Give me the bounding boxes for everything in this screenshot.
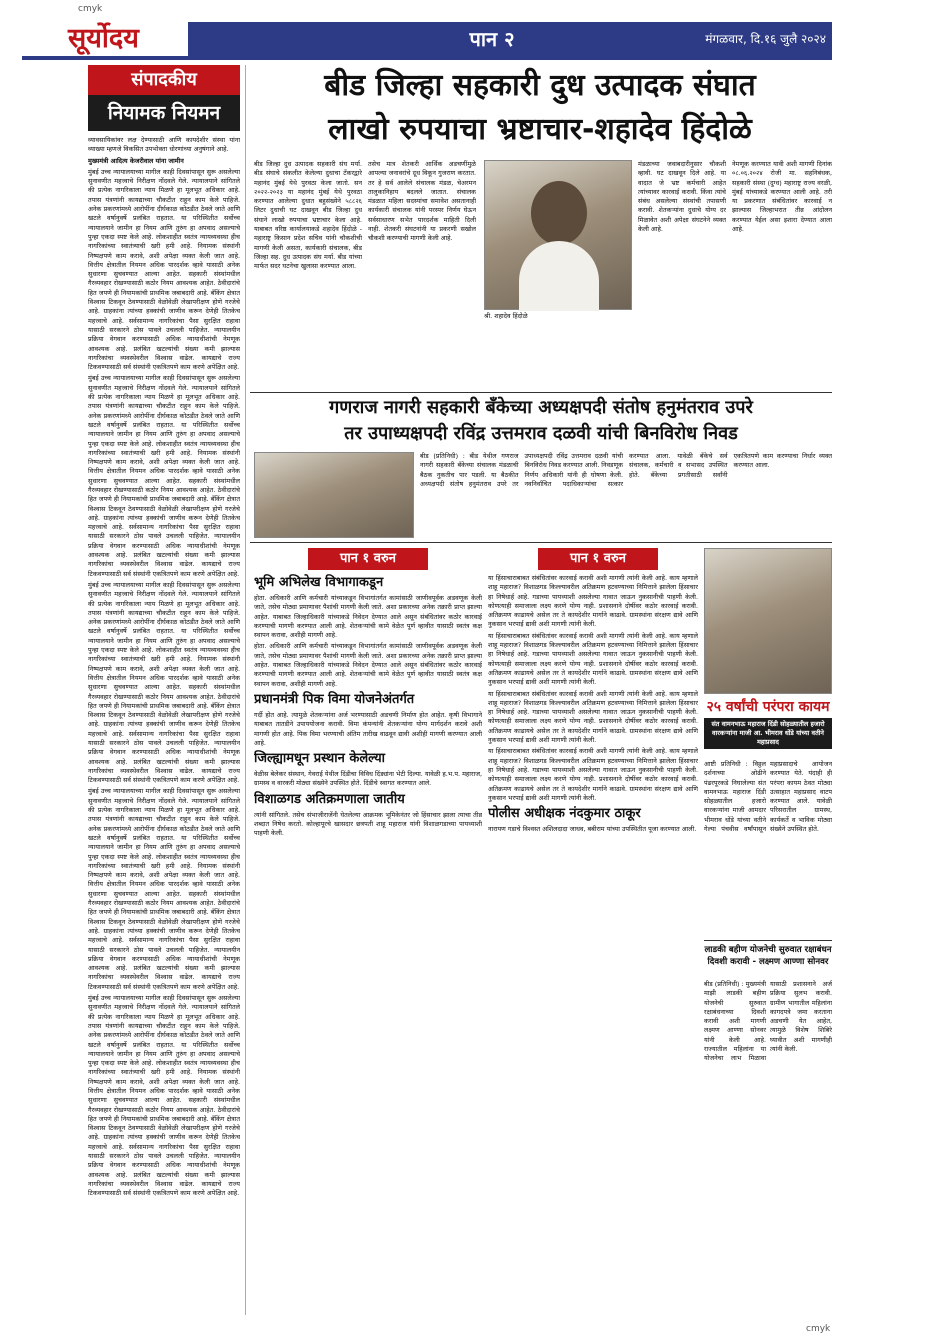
main-headline-line2: लाखो रुपयाचा भ्रष्टाचार-शहादेव हिंदोळे <box>328 112 752 147</box>
shahu-text-3: या हिंसाचाराबाबत संबंधितांवर कारवाई करावी अशी मागणी त्यांनी केली आहे. काय म्हणाले शाहू महाराज? विशाळगड किल्ल्यावरील अतिक्रमण हटवण्याच्या निमित्ताने झालेला हिंसाचार हा निषेधार्ह आहे. गडाच्या पायथ्याशी असलेल्या गावात जाऊन नुकसानीची पाहणी केली. कोणत्याही समाजाला लक्ष्य करणे योग्य नाही. प्रशासनाने दोषींवर कठोर कारवाई करावी. अतिक्रमण काढायचे असेल तर ते कायदेशीर मार्गाने काढावे. ग्रामस्थांना संरक्षण द्यावे आणि नुकसान भरपाई द्यावी अशी मागणी त्यांनी केली. <box>488 689 698 745</box>
vishalgad-text: त्यांनी सांगितले. तसेच संभाजीराजेंनी घेतलेल्या आक्रमक भूमिकेनंतर जो हिंसाचार झाला त्याचा तीव्र शब्दात निषेध करतो. कोल्हापूरचे खासदार छत्रपती शाहू महाराज यांनी विशाळगडाच्या पायथ्याशी पाहणी केली. <box>254 810 482 838</box>
shahu-text-4: या हिंसाचाराबाबत संबंधितांवर कारवाई करावी अशी मागणी त्यांनी केली आहे. काय म्हणाले शाहू महाराज? विशाळगड किल्ल्यावरील अतिक्रमण हटवण्याच्या निमित्ताने झालेला हिंसाचार हा निषेधार्ह आहे. गडाच्या पायथ्याशी असलेल्या गावात जाऊन नुकसानीची पाहणी केली. कोणत्याही समाजाला लक्ष्य करणे योग्य नाही. प्रशासनाने दोषींवर कठोर कारवाई करावी. अतिक्रमण काढायचे असेल तर ते कायदेशीर मार्गाने काढावे. ग्रामस्थांना संरक्षण द्यावे आणि नुकसान भरपाई द्यावी अशी मागणी त्यांनी केली. <box>488 747 698 802</box>
issue-date: मंगळवार, दि.१६ जुलै २०२४ <box>592 22 832 56</box>
ladki-text: बीड (प्रतिनिधी) : मुख्यमंत्री माझी लाडकी बहीण योजनेची सुरुवात रक्षाबंधनाच्या दिवशी करावी अशी मागणी लक्ष्मण आण्णा सोनवर यांनी केली आहे. राज्यातील महिलांना या योजनेचा लाभ मिळावा यासाठी प्रशासनाने अर्ज प्रक्रिया सुलभ करावी. ग्रामीण भागातील महिलांना कागदपत्रे जमा करताना अडचणी येत आहेत, त्यामुळे विशेष शिबिरे घ्यावीत अशी मागणीही त्यांनी केली. <box>704 980 832 1063</box>
bank-story-body: बीड (प्रतिनिधी) : बीड येथील गणराज नागरी सहकारी बँकेच्या संचालक मंडळाची बैठक नुकतीच पार पडली. या बैठकीत अध्यक्षपदी संतोष हनुमंतराव उपरे तर उपाध्यक्षपदी रविंद्र उत्तमराव दळवी यांची बिनविरोध निवड करण्यात आली. निवडणूक निर्णय अधिकारी यांनी ही घोषणा केली. नवनिर्वाचित पदाधिकाऱ्यांचा सत्कार करण्यात आला. यावेळी बँकेचे सर्व संचालक, कर्मचारी व सभासद उपस्थित होते. बँकेच्या प्रगतीसाठी सर्वांनी एकत्रितपणे काम करण्याचा निर्धार व्यक्त करण्यात आला. <box>420 452 832 488</box>
continued-col-1 <box>254 574 482 1314</box>
editorial-intro: व्यावसायिकांवर लक्ष देण्यासाठी आणि कायदेशीर संस्था यांना व्याख्या म्हणजे विकसित उपभोक्ता धोरणांच्या अनुषंगाने आहे. <box>88 136 240 154</box>
dindi-photo <box>704 548 832 694</box>
hindole-photo <box>484 160 632 310</box>
continued-tag-1: पान १ वरुन <box>308 548 428 570</box>
land-records-text: होता. अधिकारी आणि कर्मचारी यांच्याकडून विभागांतर्गत कामांसाठी जाणीवपूर्वक अडवणूक केली जाते, तसेच मोठ्या प्रमाणावर पैशांची मागणी केली जाते. अशा प्रकारच्या अनेक तक्रारी प्राप्त झाल्या आहेत. याबाबत जिल्हाधिकारी यांच्याकडे निवेदन देण्यात आले असून संबंधितांवर कठोर कारवाई करण्याची मागणी करण्यात आली आहे. शेतकऱ्यांची कामे वेळेत पूर्ण व्हावीत यासाठी स्वतंत्र कक्ष स्थापन करावा, अशीही मागणी आहे. <box>254 594 482 640</box>
vishalgad-head: विशाळगड अतिक्रमणाला जातीय <box>254 791 405 807</box>
newspaper-brand: सूर्योदय <box>68 22 188 56</box>
masthead-rule <box>22 56 832 60</box>
editorial-text-5: मुंबई उच्च न्यायालयाच्या मागील काही दिवसांपासून सुरू असलेल्या सुनावणीत महत्त्वाचे निरीक्षण नोंदवले गेले. न्यायालयाने सांगितले की प्रत्येक नागरिकाला न्याय मिळणे हा मूलभूत अधिकार आहे. तपास यंत्रणांनी कायद्याच्या चौकटीत राहून काम केले पाहिजे. अनेक प्रकरणांमध्ये आरोपींना दीर्घकाळ कोठडीत ठेवले जाते आणि खटले वर्षानुवर्षे प्रलंबित राहतात. या परिस्थितीत सर्वोच्च न्यायालयाने जामीन हा नियम आणि तुरुंग हा अपवाद असल्याचे पुन्हा एकदा स्पष्ट केले आहे. लोकशाहीत स्वतंत्र न्यायव्यवस्था हीच नागरिकांच्या स्वातंत्र्याची खरी हमी आहे. नियामक संस्थांनी निष्पक्षपणे काम करावे, अशी अपेक्षा व्यक्त केली जात आहे. वित्तीय क्षेत्रातील नियमन अधिक पारदर्शक व्हावे यासाठी अनेक सुधारणा सुचवण्यात आल्या आहेत. सहकारी संस्थांमधील गैरव्यवहार रोखण्यासाठी कठोर नियम आवश्यक आहेत. ठेवीदारांचे हित जपणे ही नियामकांची प्राथमिक जबाबदारी आहे. बँकिंग क्षेत्रात विश्वास टिकवून ठेवण्यासाठी वेळोवेळी लेखापरीक्षण होणे गरजेचे आहे. ग्राहकांना त्यांच्या हक्कांची जाणीव करून देणेही तितकेच महत्त्वाचे आहे. सर्वसामान्य नागरिकांचा पैसा सुरक्षित राहावा यासाठी सरकारने ठोस पावले उचलली पाहिजेत. न्यायालयीन प्रक्रिया वेगवान करण्यासाठी अधिक न्यायाधीशांची नेमणूक आवश्यक आहे. प्रलंबित खटल्यांची संख्या कमी झाल्यास नागरिकांचा व्यवस्थेवरील विश्वास वाढेल. कायद्याचे राज्य टिकवण्यासाठी सर्व संस्थांनी एकत्रितपणे काम करणे अपेक्षित आहे. <box>88 994 240 1198</box>
ladki-headline: लाडकी बहीण योजनेची सुरुवात रक्षाबंधन दिवशी करावी - लक्ष्मण आण्णा सोनवर <box>704 945 832 967</box>
tradition-text: आष्टी प्रतिनिधी : विठ्ठल दर्शनाच्या ओढीने पंढरपूरकडे निघालेल्या संत वामनभाऊ महाराज दिंडी सोहळ्यातील हजारो वारकऱ्यांना माजी आमदार भीमराव धोंडे यांच्या वतीने गेल्या पंचवीस वर्षांपासून महाप्रसादाचे आयोजन करण्यात येते. यंदाही ही परंपरा कायम ठेवत मोठ्या उत्साहात महाप्रसाद वाटप करण्यात आले. यावेळी परिसरातील ग्रामस्थ, कार्यकर्ते व भाविक मोठ्या संख्येने उपस्थित होते. <box>704 760 832 834</box>
main-story-col1: बीड जिल्हा दुध उत्पादक सहकारी संघ मर्या. बीड संघाचे संकलीत केलेल्या दुधाचा टँकरद्वारे महानंद मुंबई येथे पुरवठा केला जातो. सन २०२२-२०२३ या महानंद मुंबई येथे पुरवठा करण्यात आलेल्या दुधात बहुसंख्येने ५८८२६ लिटर दुधाची घट दाखवून बीड जिल्हा दुध संघाने लाखो रुपयाचा भ्रष्टाचार केला आहे. याबाबत वरिष्ठ कार्यालयाकडे शहादेव हिंदोळे - महाराष्ट्र किसान प्रदेश सचिव यांनी चौकशीची मागणी केली असता, कार्यकारी संचालक, बीड जिल्हा सह. दुध उत्पादक संघ मर्या. बीड यांच्या मार्फत सदर घटनेचा खुलासा करण्यात आला. <box>254 160 362 271</box>
page-number: पान २ <box>392 22 592 56</box>
continued-col-2 <box>488 574 698 1314</box>
cmyk-mark-top: cmyk <box>78 4 103 14</box>
section-rule-2 <box>250 542 832 543</box>
bank-headline-line1: गणराज नागरी सहकारी बँकेच्या अध्यक्षपदी संतोष हनुमंतराव उपरे <box>329 397 753 418</box>
sp-thakur-text: नारायण गडाचे विश्वस्त अशिलदादा जाधव, बबीराम यांच्या उपस्थितीत पूजा करण्यात आली. <box>488 825 697 834</box>
section-rule <box>250 392 832 393</box>
main-story-col2: तसेच मात्र शेतकरी आर्थिक अडचणींमुळे आपल्या जनावरांचे दूध विकून गुजराण करतात. तर हे सर्व आलेले संचालक मंडळ, चेअरमन तालुकानिहाय बदलले जातात. संचालक मंडळात महिला सदस्यांचा समावेश असतानाही कार्यकारी संचालक यांनी परस्पर निर्णय घेऊन सर्वसाधारण सभेत पारदर्शक माहिती दिली नाही. शेतकरी संघटनांनी या प्रकरणी सखोल चौकशी करण्याची मागणी केली आहे. <box>368 160 476 243</box>
editorial-title: नियामक नियमन <box>88 95 240 131</box>
crop-insurance-text: गर्दी होत आहे. त्यामुळे शेतकऱ्यांना अर्ज भरण्यासाठी अडचणी निर्माण होत आहेत. कृषी विभागाने याबाबत तातडीने उपाययोजना करावी. विमा कंपन्यांनी शेतकऱ्यांना योग्य मार्गदर्शन करावे अशी मागणी होत आहे. पिक विमा भरण्याची अंतिम तारीख वाढवून द्यावी अशीही मागणी करण्यात आली आहे. <box>254 710 482 747</box>
section-rule-3 <box>704 940 832 941</box>
tradition-subhead: संत वामनभाऊ महाराज दिंडी सोहळ्यातील हजारो वारकऱ्यांना माजी आ. भीमराव धोंडे यांच्या वतीने महाप्रसाद <box>704 718 832 749</box>
main-story-col3: मंडळाच्या जवाबदारीनुसार चौकशी व्हावी. घट दाखवून दिले आहे. या वादात जे भ्रष्ट कर्मचारी आहेत त्यांच्यावर कारवाई करावी. किंवा त्यांचे संबंध असलेल्या संस्थांची तपासणी करावी. शेतकऱ्यांना दुधाचे योग्य दर मिळावेत अशी अपेक्षा संघटनेने व्यक्त केली आहे. <box>638 160 726 234</box>
bank-headline-line2: तर उपाध्यक्षपदी रविंद्र उत्तमराव दळवी यांची बिनविरोध निवड <box>344 423 738 444</box>
editorial-body <box>88 136 240 1306</box>
dindi-head: जिल्ह्यामधून प्रस्थान केलेल्या <box>254 751 385 767</box>
bank-photo <box>254 452 414 538</box>
shahu-text: या हिंसाचाराबाबत संबंधितांवर कारवाई करावी अशी मागणी त्यांनी केली आहे. काय म्हणाले शाहू महाराज? विशाळगड किल्ल्यावरील अतिक्रमण हटवण्याच्या निमित्ताने झालेला हिंसाचार हा निषेधार्ह आहे. गडाच्या पायथ्याशी असलेल्या गावात जाऊन नुकसानीची पाहणी केली. कोणत्याही समाजाला लक्ष्य करणे योग्य नाही. प्रशासनाने दोषींवर कठोर कारवाई करावी. अतिक्रमण काढायचे असेल तर ते कायदेशीर मार्गाने काढावे. ग्रामस्थांना संरक्षण द्यावे आणि नुकसान भरपाई द्यावी अशी मागणी त्यांनी केली. <box>488 574 698 629</box>
main-headline-line1: बीड जिल्हा सहकारी दुध उत्पादक संघात <box>324 68 756 103</box>
editorial-text-2: मुंबई उच्च न्यायालयाच्या मागील काही दिवसांपासून सुरू असलेल्या सुनावणीत महत्त्वाचे निरीक्षण नोंदवले गेले. न्यायालयाने सांगितले की प्रत्येक नागरिकाला न्याय मिळणे हा मूलभूत अधिकार आहे. तपास यंत्रणांनी कायद्याच्या चौकटीत राहून काम केले पाहिजे. अनेक प्रकरणांमध्ये आरोपींना दीर्घकाळ कोठडीत ठेवले जाते आणि खटले वर्षानुवर्षे प्रलंबित राहतात. या परिस्थितीत सर्वोच्च न्यायालयाने जामीन हा नियम आणि तुरुंग हा अपवाद असल्याचे पुन्हा एकदा स्पष्ट केले आहे. लोकशाहीत स्वतंत्र न्यायव्यवस्था हीच नागरिकांच्या स्वातंत्र्याची खरी हमी आहे. नियामक संस्थांनी निष्पक्षपणे काम करावे, अशी अपेक्षा व्यक्त केली जात आहे. वित्तीय क्षेत्रातील नियमन अधिक पारदर्शक व्हावे यासाठी अनेक सुधारणा सुचवण्यात आल्या आहेत. सहकारी संस्थांमधील गैरव्यवहार रोखण्यासाठी कठोर नियम आवश्यक आहेत. ठेवीदारांचे हित जपणे ही नियामकांची प्राथमिक जबाबदारी आहे. बँकिंग क्षेत्रात विश्वास टिकवून ठेवण्यासाठी वेळोवेळी लेखापरीक्षण होणे गरजेचे आहे. ग्राहकांना त्यांच्या हक्कांची जाणीव करून देणेही तितकेच महत्त्वाचे आहे. सर्वसामान्य नागरिकांचा पैसा सुरक्षित राहावा यासाठी सरकारने ठोस पावले उचलली पाहिजेत. न्यायालयीन प्रक्रिया वेगवान करण्यासाठी अधिक न्यायाधीशांची नेमणूक आवश्यक आहे. प्रलंबित खटल्यांची संख्या कमी झाल्यास नागरिकांचा व्यवस्थेवरील विश्वास वाढेल. कायद्याचे राज्य टिकवण्यासाठी सर्व संस्थांनी एकत्रितपणे काम करणे अपेक्षित आहे. <box>88 374 240 578</box>
editorial-text-3: मुंबई उच्च न्यायालयाच्या मागील काही दिवसांपासून सुरू असलेल्या सुनावणीत महत्त्वाचे निरीक्षण नोंदवले गेले. न्यायालयाने सांगितले की प्रत्येक नागरिकाला न्याय मिळणे हा मूलभूत अधिकार आहे. तपास यंत्रणांनी कायद्याच्या चौकटीत राहून काम केले पाहिजे. अनेक प्रकरणांमध्ये आरोपींना दीर्घकाळ कोठडीत ठेवले जाते आणि खटले वर्षानुवर्षे प्रलंबित राहतात. या परिस्थितीत सर्वोच्च न्यायालयाने जामीन हा नियम आणि तुरुंग हा अपवाद असल्याचे पुन्हा एकदा स्पष्ट केले आहे. लोकशाहीत स्वतंत्र न्यायव्यवस्था हीच नागरिकांच्या स्वातंत्र्याची खरी हमी आहे. नियामक संस्थांनी निष्पक्षपणे काम करावे, अशी अपेक्षा व्यक्त केली जात आहे. वित्तीय क्षेत्रातील नियमन अधिक पारदर्शक व्हावे यासाठी अनेक सुधारणा सुचवण्यात आल्या आहेत. सहकारी संस्थांमधील गैरव्यवहार रोखण्यासाठी कठोर नियम आवश्यक आहेत. ठेवीदारांचे हित जपणे ही नियामकांची प्राथमिक जबाबदारी आहे. बँकिंग क्षेत्रात विश्वास टिकवून ठेवण्यासाठी वेळोवेळी लेखापरीक्षण होणे गरजेचे आहे. ग्राहकांना त्यांच्या हक्कांची जाणीव करून देणेही तितकेच महत्त्वाचे आहे. सर्वसामान्य नागरिकांचा पैसा सुरक्षित राहावा यासाठी सरकारने ठोस पावले उचलली पाहिजेत. न्यायालयीन प्रक्रिया वेगवान करण्यासाठी अधिक न्यायाधीशांची नेमणूक आवश्यक आहे. प्रलंबित खटल्यांची संख्या कमी झाल्यास नागरिकांचा व्यवस्थेवरील विश्वास वाढेल. कायद्याचे राज्य टिकवण्यासाठी सर्व संस्थांनी एकत्रितपणे काम करणे अपेक्षित आहे. <box>88 580 240 785</box>
masthead-band <box>188 22 392 56</box>
photo-caption: श्री. शहादेव हिंदोळे <box>484 312 528 320</box>
main-story-col4: नेमणूक करण्यात यावी अशी मागणी दिनांक ०८.०६.२०२४ रोजी मा. सहनिबंधक, सहकारी संस्था (दुग्ध) महाराष्ट्र राज्य वरळी, मुंबई यांच्याकडे करण्यात आली आहे. तरी या प्रकरणात संबंधितांवर कारवाई न झाल्यास जिल्हाभरात तीव्र आंदोलन करण्यात येईल असा इशारा देण्यात आला आहे. <box>732 160 832 234</box>
land-records-text-2: होता. अधिकारी आणि कर्मचारी यांच्याकडून विभागांतर्गत कामांसाठी जाणीवपूर्वक अडवणूक केली जाते, तसेच मोठ्या प्रमाणावर पैशांची मागणी केली जाते. अशा प्रकारच्या अनेक तक्रारी प्राप्त झाल्या आहेत. याबाबत जिल्हाधिकारी यांच्याकडे निवेदन देण्यात आले असून संबंधितांवर कठोर कारवाई करण्याची मागणी करण्यात आली आहे. शेतकऱ्यांची कामे वेळेत पूर्ण व्हावीत यासाठी स्वतंत्र कक्ष स्थापन करावा, अशीही मागणी आहे. <box>254 642 482 688</box>
editorial-text-4: मुंबई उच्च न्यायालयाच्या मागील काही दिवसांपासून सुरू असलेल्या सुनावणीत महत्त्वाचे निरीक्षण नोंदवले गेले. न्यायालयाने सांगितले की प्रत्येक नागरिकाला न्याय मिळणे हा मूलभूत अधिकार आहे. तपास यंत्रणांनी कायद्याच्या चौकटीत राहून काम केले पाहिजे. अनेक प्रकरणांमध्ये आरोपींना दीर्घकाळ कोठडीत ठेवले जाते आणि खटले वर्षानुवर्षे प्रलंबित राहतात. या परिस्थितीत सर्वोच्च न्यायालयाने जामीन हा नियम आणि तुरुंग हा अपवाद असल्याचे पुन्हा एकदा स्पष्ट केले आहे. लोकशाहीत स्वतंत्र न्यायव्यवस्था हीच नागरिकांच्या स्वातंत्र्याची खरी हमी आहे. नियामक संस्थांनी निष्पक्षपणे काम करावे, अशी अपेक्षा व्यक्त केली जात आहे. वित्तीय क्षेत्रातील नियमन अधिक पारदर्शक व्हावे यासाठी अनेक सुधारणा सुचवण्यात आल्या आहेत. सहकारी संस्थांमधील गैरव्यवहार रोखण्यासाठी कठोर नियम आवश्यक आहेत. ठेवीदारांचे हित जपणे ही नियामकांची प्राथमिक जबाबदारी आहे. बँकिंग क्षेत्रात विश्वास टिकवून ठेवण्यासाठी वेळोवेळी लेखापरीक्षण होणे गरजेचे आहे. ग्राहकांना त्यांच्या हक्कांची जाणीव करून देणेही तितकेच महत्त्वाचे आहे. सर्वसामान्य नागरिकांचा पैसा सुरक्षित राहावा यासाठी सरकारने ठोस पावले उचलली पाहिजेत. न्यायालयीन प्रक्रिया वेगवान करण्यासाठी अधिक न्यायाधीशांची नेमणूक आवश्यक आहे. प्रलंबित खटल्यांची संख्या कमी झाल्यास नागरिकांचा व्यवस्थेवरील विश्वास वाढेल. कायद्याचे राज्य टिकवण्यासाठी सर्व संस्थांनी एकत्रितपणे काम करणे अपेक्षित आहे. <box>88 787 240 991</box>
shahu-text-2: या हिंसाचाराबाबत संबंधितांवर कारवाई करावी अशी मागणी त्यांनी केली आहे. काय म्हणाले शाहू महाराज? विशाळगड किल्ल्यावरील अतिक्रमण हटवण्याच्या निमित्ताने झालेला हिंसाचार हा निषेधार्ह आहे. गडाच्या पायथ्याशी असलेल्या गावात जाऊन नुकसानीची पाहणी केली. कोणत्याही समाजाला लक्ष्य करणे योग्य नाही. प्रशासनाने दोषींवर कठोर कारवाई करावी. अतिक्रमण काढायचे असेल तर ते कायदेशीर मार्गाने काढावे. ग्रामस्थांना संरक्षण द्यावे आणि नुकसान भरपाई द्यावी अशी मागणी त्यांनी केली. <box>488 631 698 687</box>
column-divider <box>245 65 246 1315</box>
dindi-text: वेळीस बेलेकर संस्थान, गेवराई येथील दिंडीचा विविध दिंड्यांना भेटी दिल्या. यावेळी ह.भ.प. महाराज, ग्रामस्थ व वारकरी मोठ्या संख्येने उपस्थित होते. दिंडीचे स्वागत करण्यात आले. <box>254 770 482 788</box>
editorial-text: मुंबई उच्च न्यायालयाच्या मागील काही दिवसांपासून सुरू असलेल्या सुनावणीत महत्त्वाचे निरीक्षण नोंदवले गेले. न्यायालयाने सांगितले की प्रत्येक नागरिकाला न्याय मिळणे हा मूलभूत अधिकार आहे. तपास यंत्रणांनी कायद्याच्या चौकटीत राहून काम केले पाहिजे. अनेक प्रकरणांमध्ये आरोपींना दीर्घकाळ कोठडीत ठेवले जाते आणि खटले वर्षानुवर्षे प्रलंबित राहतात. या परिस्थितीत सर्वोच्च न्यायालयाने जामीन हा नियम आणि तुरुंग हा अपवाद असल्याचे पुन्हा एकदा स्पष्ट केले आहे. लोकशाहीत स्वतंत्र न्यायव्यवस्था हीच नागरिकांच्या स्वातंत्र्याची खरी हमी आहे. नियामक संस्थांनी निष्पक्षपणे काम करावे, अशी अपेक्षा व्यक्त केली जात आहे. वित्तीय क्षेत्रातील नियमन अधिक पारदर्शक व्हावे यासाठी अनेक सुधारणा सुचवण्यात आल्या आहेत. सहकारी संस्थांमधील गैरव्यवहार रोखण्यासाठी कठोर नियम आवश्यक आहेत. ठेवीदारांचे हित जपणे ही नियामकांची प्राथमिक जबाबदारी आहे. बँकिंग क्षेत्रात विश्वास टिकवून ठेवण्यासाठी वेळोवेळी लेखापरीक्षण होणे गरजेचे आहे. ग्राहकांना त्यांच्या हक्कांची जाणीव करून देणेही तितकेच महत्त्वाचे आहे. सर्वसामान्य नागरिकांचा पैसा सुरक्षित राहावा यासाठी सरकारने ठोस पावले उचलली पाहिजेत. न्यायालयीन प्रक्रिया वेगवान करण्यासाठी अधिक न्यायाधीशांची नेमणूक आवश्यक आहे. प्रलंबित खटल्यांची संख्या कमी झाल्यास नागरिकांचा व्यवस्थेवरील विश्वास वाढेल. कायद्याचे राज्य टिकवण्यासाठी सर्व संस्थांनी एकत्रितपणे काम करणे अपेक्षित आहे. <box>88 167 240 372</box>
sp-thakur-head: पोलीस अधीक्षक नंदकुमार ठाकूर <box>488 806 641 822</box>
cmyk-mark-bottom: cmyk <box>806 1324 831 1334</box>
continued-tag-2: पान १ वरुन <box>538 548 658 570</box>
land-records-head: भूमि अभिलेख विभागाकडून <box>254 575 384 590</box>
editorial-tag: संपादकीय <box>88 65 240 95</box>
crop-insurance-head: प्रधानमंत्री पिक विमा योजनेअंतर्गत <box>254 691 415 707</box>
editorial-subhead: मुख्यमंत्री आदित्य केजरीवाल यांना जामीन <box>88 156 184 165</box>
tradition-headline: २५ वर्षांची परंपरा कायम <box>706 699 830 715</box>
